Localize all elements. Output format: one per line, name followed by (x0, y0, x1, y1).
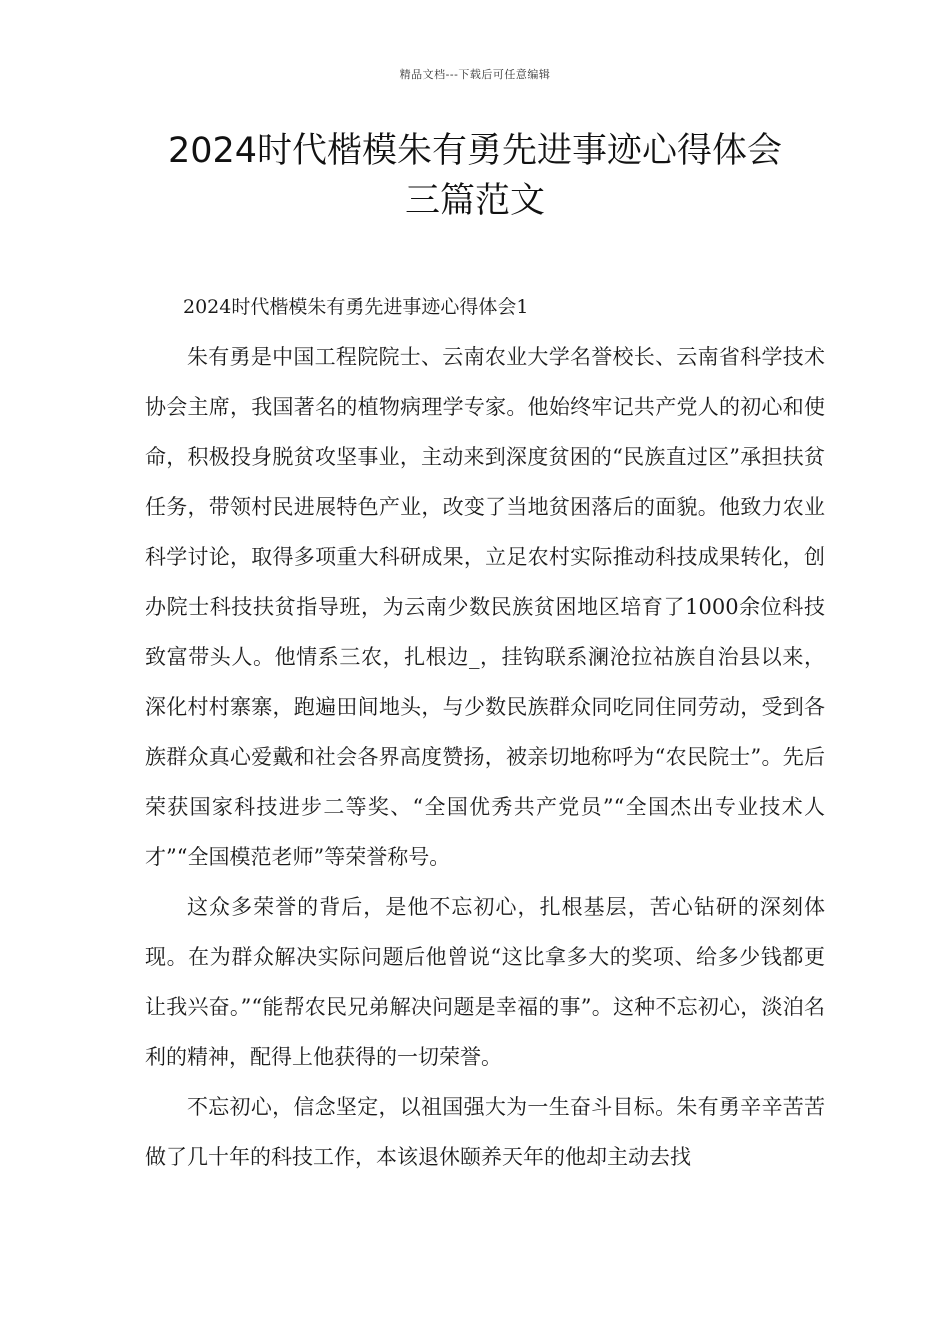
paragraph-1: 朱有勇是中国工程院院士、云南农业大学名誉校长、云南省科学技术协会主席，我国著名的植物病理学专家。他始终牢记共产党人的初心和使命，积极投身脱贫攻坚事业，主动来到深度贫困的“民族直过区”承担扶贫任务，带领村民进展特色产业，改变了当地贫困落后的面貌。他致力农业科学讨论，取得多项重大科研成果，立足农村实际推动科技成果转化，创办院士科技扶贫指导班，为云南少数民族贫困地区培育了1000余位科技致富带头人。他情系三农，扎根边_，挂钩联系澜沧拉祜族自治县以来，深化村村寨寨，跑遍田间地头，与少数民族群众同吃同住同劳动，受到各族群众真心爱戴和社会各界高度赞扬，被亲切地称呼为“农民院士”。先后荣获国家科技进步二等奖、“全国优秀共产党员”“全国杰出专业技术人才”“全国模范老师”等荣誉称号。 (145, 345, 825, 869)
header-note: 精品文档---下载后可任意编辑 (399, 68, 551, 81)
title-line-1: 2024时代楷模朱有勇先进事迹心得体会 (167, 131, 783, 171)
title-line-2: 三篇范文 (404, 181, 545, 221)
document-body (145, 282, 825, 1182)
document-title (120, 126, 830, 226)
paragraph-2: 这众多荣誉的背后，是他不忘初心，扎根基层，苦心钻研的深刻体现。在为群众解决实际问题后他曾说“这比拿多大的奖项、给多少钱都更让我兴奋。”“能帮农民兄弟解决问题是幸福的事”。这种不忘初心，淡泊名利的精神，配得上他获得的一切荣誉。 (145, 895, 825, 1069)
section-subheading: 2024时代楷模朱有勇先进事迹心得体会1 (183, 296, 529, 318)
paragraph-3: 不忘初心，信念坚定，以祖国强大为一生奋斗目标。朱有勇辛辛苦苦做了几十年的科技工作，本该退休颐养天年的他却主动去找 (145, 1095, 825, 1169)
